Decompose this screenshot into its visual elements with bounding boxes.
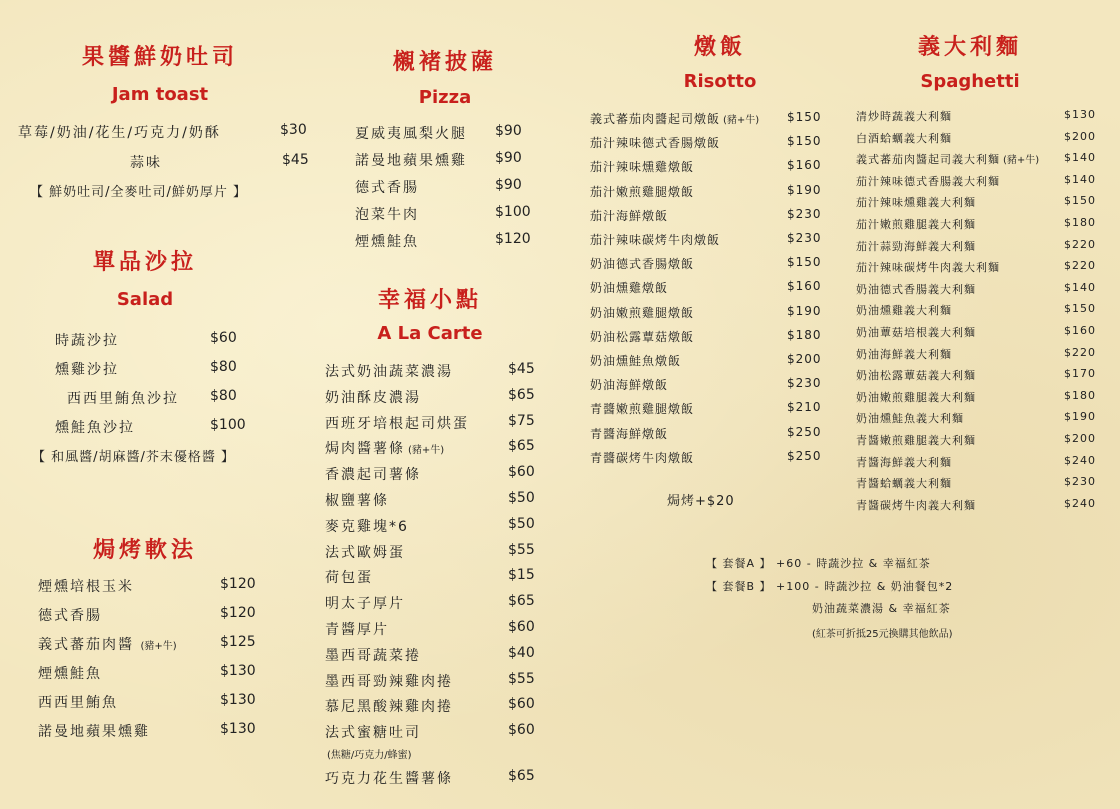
- item-price: $100: [495, 204, 531, 220]
- item-name: 荷包蛋: [325, 570, 373, 587]
- honey-toast-flavors-note: (焦糖/巧克力/蜂蜜): [327, 750, 412, 761]
- item-name: 焗肉醬薯條 (豬+牛): [325, 441, 445, 458]
- item-name: 奶油蕈菇培根義大利麵: [856, 326, 976, 339]
- item-name: 青醬嫩煎雞腿義大利麵: [856, 434, 976, 447]
- item-price: $150: [787, 110, 822, 124]
- item-price: $250: [787, 448, 822, 463]
- item-name: 西西里鮪魚沙拉: [67, 391, 179, 407]
- item-price: $100: [210, 417, 246, 433]
- item-price: $150: [1064, 194, 1096, 208]
- item-name: 煙燻鮭魚: [38, 666, 102, 682]
- item-name: 麥克雞塊*6: [325, 518, 409, 535]
- item-price: $150: [787, 255, 822, 270]
- item-name: 茄汁辣味碳烤牛肉燉飯: [590, 233, 721, 247]
- item-price: $180: [1064, 388, 1096, 402]
- salad-subtitle: Salad: [116, 289, 174, 310]
- spaghetti-title: 義大利麵: [917, 35, 1022, 60]
- item-price: $90: [495, 150, 522, 166]
- item-name: 夏威夷風梨火腿: [355, 126, 467, 142]
- item-name: 草莓/奶油/花生/巧克力/奶酥: [18, 125, 221, 141]
- item-name: 義式蕃茄肉醬起司燉飯 (豬+牛): [590, 112, 760, 126]
- item-name: 青醬碳烤牛肉燉飯: [590, 450, 695, 465]
- item-price: $180: [787, 327, 822, 342]
- item-name: 煙燻鮭魚: [355, 234, 419, 250]
- a-la-carte-subtitle: A La Carte: [377, 323, 483, 344]
- item-price: $220: [1064, 259, 1096, 273]
- item-price: $230: [1064, 475, 1096, 489]
- item-note: (豬+牛): [723, 115, 760, 126]
- item-name: 西西里鮪魚: [38, 695, 118, 711]
- item-price: $230: [787, 231, 822, 245]
- item-price: $130: [220, 721, 256, 737]
- item-name: 清炒時蔬義大利麵: [856, 110, 952, 123]
- item-name: 白酒蛤蠣義大利麵: [856, 131, 952, 145]
- item-price: $130: [220, 692, 256, 708]
- item-name: 奶油酥皮濃湯: [325, 389, 421, 406]
- item-price: $75: [508, 412, 535, 429]
- set-meal-a: 【 套餐A 】 +60 - 時蔬沙拉 & 幸福紅茶: [706, 557, 931, 570]
- item-price: $170: [1064, 367, 1096, 381]
- item-price: $55: [508, 541, 535, 558]
- item-price: $65: [508, 386, 535, 403]
- item-price: $180: [1064, 216, 1096, 229]
- item-price: $160: [787, 158, 822, 173]
- item-price: $45: [282, 152, 309, 168]
- item-note: (豬+牛): [408, 445, 445, 457]
- item-price: $60: [210, 330, 237, 346]
- item-note: (豬+牛): [140, 641, 177, 652]
- item-name: 茄汁辣味燻雞義大利麵: [856, 196, 976, 210]
- set-meal-note: (紅茶可折抵25元換購其他飲品): [812, 629, 953, 640]
- item-price: $220: [1064, 237, 1096, 251]
- item-name: 青醬嫩煎雞腿燉飯: [590, 402, 695, 417]
- a-la-carte-title: 幸福小點: [377, 288, 482, 313]
- item-name: 義式蕃茄肉醬 (豬+牛): [38, 637, 177, 653]
- item-name: 奶油燻鮭魚燉飯: [590, 354, 682, 368]
- item-price: $160: [1064, 324, 1096, 337]
- set-meal-b: 【 套餐B 】 +100 - 時蔬沙拉 & 奶油餐包*2: [706, 580, 954, 593]
- item-name: 法式蜜糖吐司: [325, 725, 421, 742]
- item-price: $30: [280, 122, 307, 138]
- item-price: $130: [220, 663, 256, 679]
- item-price: $210: [787, 400, 822, 415]
- item-name: 諾曼地蘋果燻雞: [38, 724, 150, 740]
- set-meal-b-line2: 奶油蔬菜濃湯 & 幸福紅茶: [812, 602, 951, 615]
- item-price: $230: [787, 376, 822, 391]
- item-price: $190: [1064, 410, 1096, 424]
- item-price: $240: [1064, 453, 1096, 467]
- item-price: $80: [210, 388, 237, 404]
- item-price: $50: [508, 490, 535, 506]
- item-name: 德式香腸: [355, 180, 419, 196]
- pizza-subtitle: Pizza: [418, 87, 472, 108]
- jam-toast-title: 果醬鮮奶吐司: [81, 45, 238, 70]
- item-name: 奶油海鮮燉飯: [590, 378, 669, 393]
- salad-title: 單品沙拉: [92, 250, 197, 275]
- item-name: 明太子厚片: [325, 596, 405, 613]
- item-price: $140: [1064, 172, 1096, 186]
- item-price: $125: [220, 634, 256, 650]
- item-name: 茄汁辣味德式香腸義大利麵: [856, 174, 1000, 188]
- item-price: $220: [1064, 345, 1096, 359]
- item-name: 燻雞沙拉: [55, 362, 119, 378]
- item-price: $60: [508, 619, 535, 635]
- item-price: $90: [495, 177, 522, 193]
- item-name: 茄汁辣味德式香腸燉飯: [590, 136, 721, 151]
- item-price: $200: [1064, 129, 1096, 143]
- item-name: 法式歐姆蛋: [325, 544, 405, 561]
- item-price: $120: [495, 231, 531, 247]
- item-price: $140: [1064, 280, 1096, 294]
- item-price: $250: [787, 424, 822, 439]
- item-name: 青醬海鮮燉飯: [590, 426, 669, 441]
- item-price: $190: [787, 182, 822, 197]
- item-price: $55: [508, 670, 535, 687]
- item-name: 青醬厚片: [325, 622, 389, 638]
- item-price: $140: [1064, 151, 1096, 165]
- item-name: 西班牙培根起司烘蛋: [325, 415, 469, 432]
- item-name: 法式奶油蔬菜濃湯: [325, 364, 453, 380]
- pizza-title: 櫬褚披薩: [392, 50, 497, 75]
- item-price: $120: [220, 605, 256, 621]
- item-price: $150: [1064, 302, 1096, 316]
- item-name: 墨西哥勁辣雞肉捲: [325, 673, 453, 690]
- item-name: 奶油松露蕈菇義大利麵: [856, 369, 976, 383]
- item-name: 奶油德式香腸義大利麵: [856, 282, 976, 296]
- item-price: $45: [508, 361, 535, 377]
- item-price: $120: [220, 576, 256, 592]
- jam-toast-subtitle: Jam toast: [111, 84, 209, 105]
- item-note: (豬+牛): [1003, 155, 1040, 167]
- item-name: 茄汁嫩煎雞腿燉飯: [590, 184, 695, 199]
- item-name: 茄汁嫩煎雞腿義大利麵: [856, 218, 976, 231]
- item-name: 青醬碳烤牛肉義大利麵: [856, 498, 976, 512]
- item-price: $200: [787, 352, 822, 366]
- item-price: $230: [787, 206, 822, 221]
- item-name: 茄汁辣味燻雞燉飯: [590, 160, 695, 175]
- item-name: 奶油燻鮭魚義大利麵: [856, 412, 964, 426]
- item-name: 義式蕃茄肉醬起司義大利麵 (豬+牛): [856, 153, 1040, 167]
- item-name: 奶油松露蕈菇燉飯: [590, 329, 695, 344]
- item-name: 奶油嫩煎雞腿燉飯: [590, 305, 695, 320]
- item-price: $40: [508, 644, 535, 661]
- item-price: $60: [508, 722, 535, 739]
- item-name: 奶油海鮮義大利麵: [856, 347, 952, 361]
- item-price: $190: [787, 303, 822, 318]
- item-price: $60: [508, 696, 535, 713]
- baked-title: 焗烤軟法: [92, 538, 197, 563]
- item-price: $50: [508, 515, 535, 532]
- item-price: $150: [787, 134, 822, 149]
- item-name: 椒鹽薯條: [325, 493, 389, 509]
- item-name: 茄汁海鮮燉飯: [590, 208, 669, 223]
- item-name: 香濃起司薯條: [325, 467, 421, 484]
- item-name: 青醬蛤蠣義大利麵: [856, 477, 952, 491]
- item-price: $80: [210, 359, 237, 375]
- item-name: 奶油燻雞義大利麵: [856, 304, 952, 318]
- risotto-subtitle: Risotto: [683, 71, 757, 92]
- item-name: 慕尼黑酸辣雞肉捲: [325, 699, 453, 716]
- item-price: $240: [1064, 496, 1096, 510]
- item-name: 墨西哥蔬菜捲: [325, 647, 421, 664]
- item-name: 諾曼地蘋果燻雞: [355, 153, 467, 169]
- item-price: $160: [787, 279, 822, 294]
- item-price: $200: [1064, 432, 1096, 445]
- item-price: $90: [495, 123, 522, 139]
- item-name: 青醬海鮮義大利麵: [856, 455, 952, 469]
- item-name: 燻鮭魚沙拉: [55, 420, 135, 436]
- item-price: $65: [508, 593, 535, 610]
- gratin-addon-note: 焗烤+$20: [667, 494, 735, 509]
- item-name: 蒜味: [130, 155, 162, 171]
- item-price: $65: [508, 438, 535, 455]
- item-price: $65: [508, 768, 535, 784]
- item-name: 奶油德式香腸燉飯: [590, 257, 695, 272]
- item-name: 茄汁蒜勁海鮮義大利麵: [856, 239, 976, 253]
- dressing-options-note: 【 和風醬/胡麻醬/芥末優格醬 】: [32, 450, 236, 465]
- item-name: 煙燻培根玉米: [38, 579, 134, 595]
- item-name: 奶油燻雞燉飯: [590, 281, 669, 296]
- item-price: $15: [508, 567, 535, 584]
- item-price: $60: [508, 464, 535, 481]
- item-name: 德式香腸: [38, 608, 102, 624]
- item-name: 茄汁辣味碳烤牛肉義大利麵: [856, 261, 1000, 275]
- risotto-title: 燉飯: [693, 35, 746, 60]
- item-price: $130: [1064, 108, 1096, 121]
- item-name: 奶油嫩煎雞腿義大利麵: [856, 390, 976, 404]
- spaghetti-subtitle: Spaghetti: [920, 71, 1020, 92]
- bread-options-note: 【 鮮奶吐司/全麥吐司/鮮奶厚片 】: [30, 185, 248, 200]
- item-name: 泡菜牛肉: [355, 207, 419, 223]
- item-name: 巧克力花生醬薯條: [325, 771, 453, 787]
- item-name: 時蔬沙拉: [55, 333, 119, 349]
